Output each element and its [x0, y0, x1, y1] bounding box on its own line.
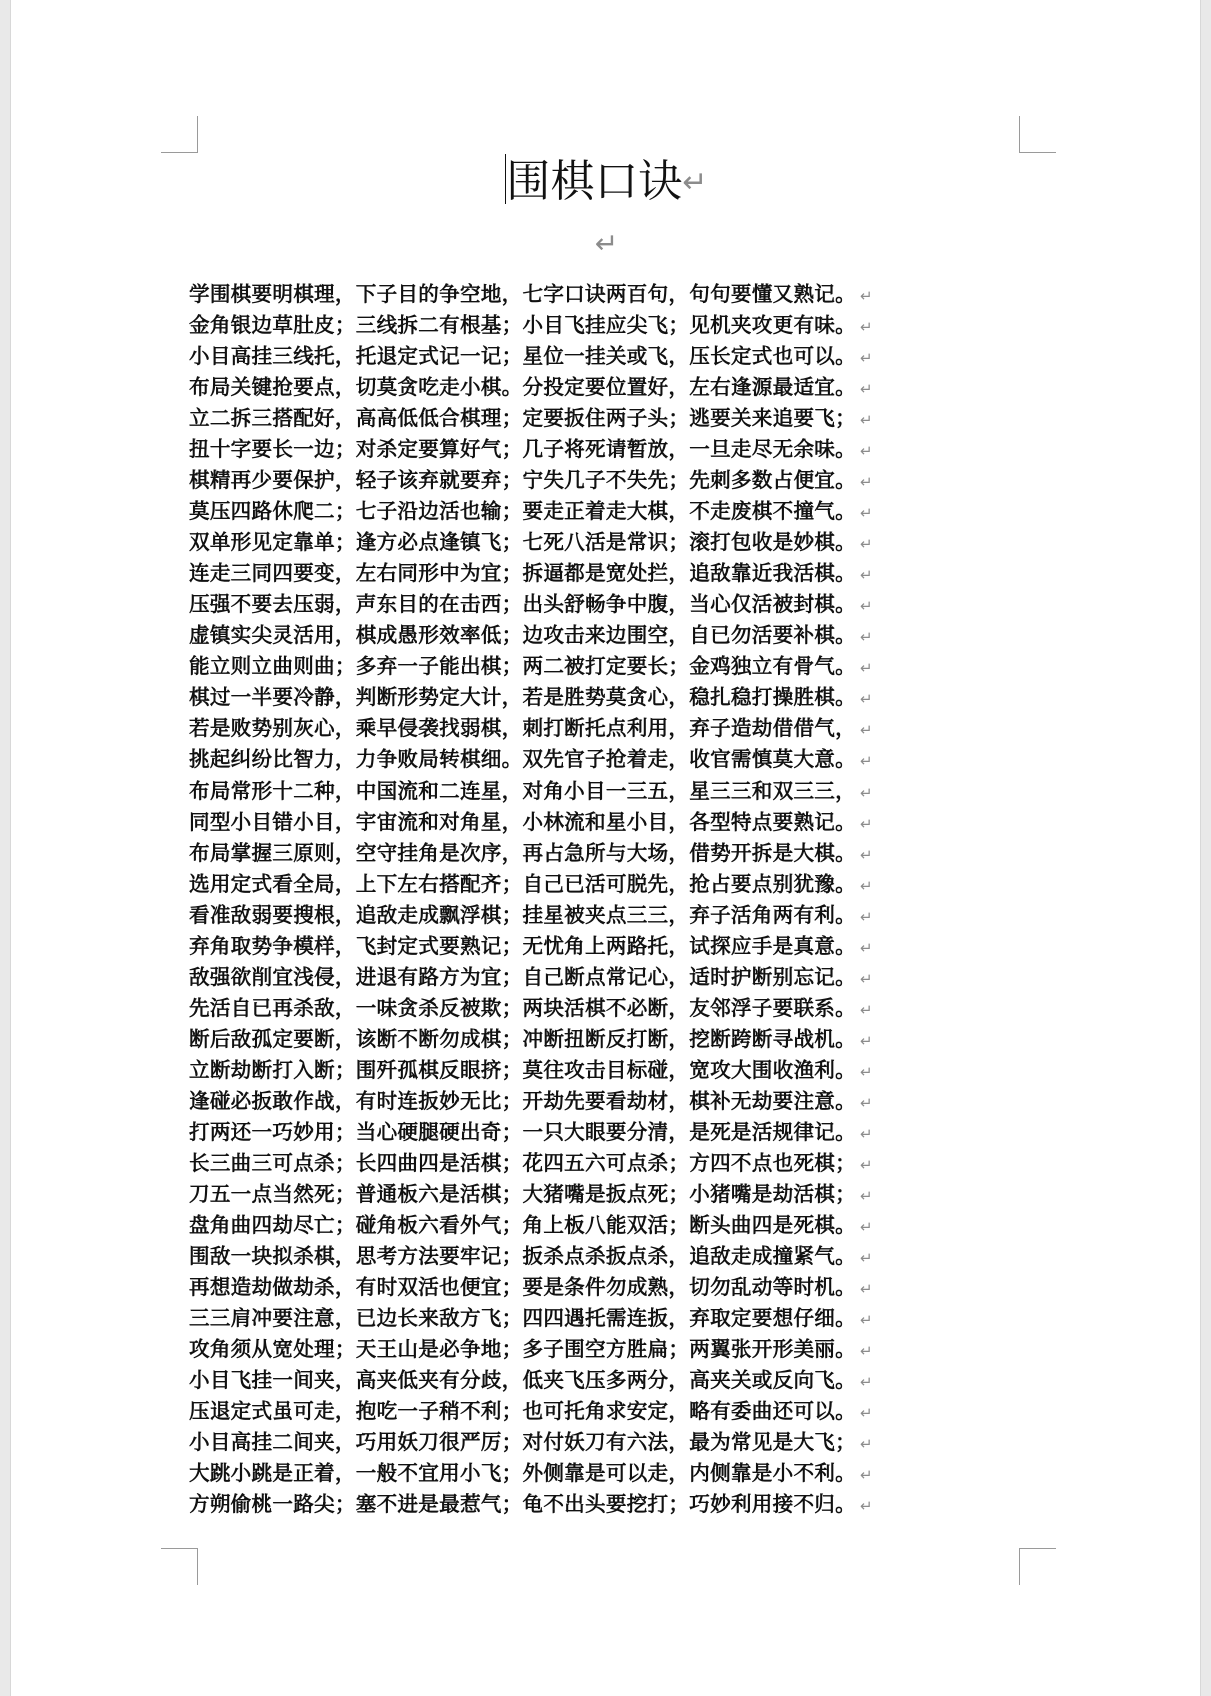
line-text: 布局常形十二种，中国流和二连星，对角小目一三五，星三三和双三三，	[189, 778, 856, 803]
text-line[interactable]	[189, 1365, 989, 1396]
paragraph-mark-icon: ↵	[860, 907, 873, 926]
paragraph-mark-icon: ↵	[860, 1280, 873, 1298]
line-text: 攻角须从宽处理；天王山是必争地；多子围空方胜扁；两翼张开形美丽。	[189, 1337, 856, 1362]
text-line[interactable]	[189, 1055, 989, 1086]
text-line[interactable]	[189, 403, 989, 434]
paragraph-mark-icon: ↵	[860, 1093, 873, 1112]
margin-corner-top-left	[161, 116, 198, 153]
line-text: 先活自已再杀敌，一味贪杀反被欺；两块活棋不必断，友邻浮子要联系。	[189, 995, 856, 1020]
text-line[interactable]	[189, 1427, 989, 1458]
line-text: 方朔偷桃一路尖；塞不进是最惹气；龟不出头要挖打；巧妙利用接不归。	[189, 1492, 856, 1517]
line-text: 布局掌握三原则，空守挂角是次序，再占急所与大场，借势开拆是大棋。	[189, 840, 856, 865]
line-text: 逢碰必扳敢作战，有时连扳妙无比；开劫先要看劫材，棋补无劫要注意。	[189, 1088, 856, 1113]
paragraph-mark-icon: ↵	[860, 1155, 873, 1174]
text-line[interactable]	[189, 900, 989, 931]
paragraph-mark-icon: ↵	[682, 165, 708, 200]
line-text: 莫压四路休爬二；七子沿边活也输；要走正着走大棋，不走废棋不撞气。	[189, 499, 856, 524]
paragraph-mark-icon: ↵	[860, 752, 873, 771]
paragraph-mark-icon: ↵	[860, 969, 873, 988]
line-text: 围敌一块拟杀棋，思考方法要牢记；扳杀点杀扳点杀，追敌走成撞紧气。	[189, 1243, 856, 1268]
text-line[interactable]	[189, 713, 989, 744]
paragraph-mark-icon: ↵	[860, 1186, 873, 1205]
text-line[interactable]	[189, 527, 989, 558]
text-line[interactable]	[189, 1086, 989, 1117]
paragraph-mark-icon: ↵	[860, 721, 873, 740]
text-line[interactable]	[189, 962, 989, 993]
text-line[interactable]	[189, 496, 989, 527]
line-text: 选用定式看全局，上下左右搭配齐；自己已活可脱先，抢占要点别犹豫。	[189, 871, 856, 896]
text-line[interactable]	[189, 372, 989, 403]
line-text: 小目高挂三线托，托退定式记一记；星位一挂关或飞，压长定式也可以。	[189, 344, 856, 369]
line-text: 盘角曲四劫尽亡；碰角板六看外气；角上板八能双活；断头曲四是死棋。	[189, 1212, 856, 1237]
line-text: 再想造劫做劫杀，有时双活也便宜；要是条件勿成熟，切勿乱动等时机。	[189, 1275, 856, 1299]
paragraph-mark-icon: ↵	[860, 504, 873, 523]
line-text: 同型小目错小目，宇宙流和对角星，小林流和星小目，各型特点要熟记。	[189, 809, 856, 834]
text-line[interactable]	[189, 807, 989, 838]
text-line[interactable]	[189, 465, 989, 496]
text-line[interactable]	[189, 620, 989, 651]
line-text: 连走三同四要变，左右同形中为宜；拆逼都是宽处拦，追敌靠近我活棋。	[189, 561, 856, 586]
paragraph-mark-icon: ↵	[860, 1248, 873, 1267]
paragraph-mark-icon: ↵	[860, 318, 873, 337]
line-text: 大跳小跳是正着，一般不宜用小飞；外侧靠是可以走，内侧靠是小不利。	[189, 1461, 856, 1486]
title-paragraph[interactable]	[11, 150, 1202, 215]
text-line[interactable]	[189, 1334, 989, 1365]
line-text: 布局关键抢要点，切莫贪吃走小棋。分投定要位置好，左右逢源最适宜。	[189, 375, 856, 400]
text-line[interactable]	[189, 434, 989, 465]
text-line[interactable]	[189, 651, 989, 682]
line-text: 学围棋要明棋理，下子目的争空地，七字口诀两百句，句句要懂又熟记。	[189, 282, 856, 306]
line-text: 断后敌孤定要断，该断不断勿成棋；冲断扭断反打断，挖断跨断寻战机。	[189, 1026, 856, 1051]
paragraph-mark-icon: ↵	[860, 473, 873, 492]
paragraph-mark-icon: ↵	[860, 1497, 873, 1516]
paragraph-mark-icon: ↵	[860, 1373, 873, 1392]
text-line[interactable]	[189, 1489, 989, 1520]
text-line[interactable]	[189, 310, 989, 341]
line-text: 敌强欲削宜浅侵，进退有路方为宜；自己断点常记心，适时护断别忘记。	[189, 964, 856, 989]
line-text: 棋过一半要冷静，判断形势定大计，若是胜势莫贪心，稳扎稳打操胜棋。	[189, 685, 856, 710]
text-line[interactable]	[189, 1303, 989, 1334]
body-text[interactable]	[189, 279, 989, 1520]
line-text: 金角银边草肚皮；三线拆二有根基；小目飞挂应尖飞；见机夹攻更有味。	[189, 313, 856, 338]
line-text: 压退定式虽可走，抱吃一子稍不利；也可托角求安定，略有委曲还可以。	[189, 1399, 856, 1424]
paragraph-mark-icon: ↵	[860, 1435, 873, 1454]
text-line[interactable]	[189, 776, 989, 807]
text-line[interactable]	[189, 869, 989, 900]
document-page[interactable]	[10, 0, 1201, 1696]
paragraph-mark-icon: ↵	[860, 690, 873, 709]
line-text: 若是败势别灰心，乘早侵袭找弱棋，刺打断托点利用，弃子造劫借借气，	[189, 716, 856, 741]
text-line[interactable]	[189, 931, 989, 962]
paragraph-mark-icon: ↵	[860, 349, 873, 368]
page-title: 围棋口诀	[506, 156, 683, 207]
paragraph-mark-icon: ↵	[860, 442, 873, 461]
line-text: 能立则立曲则曲；多弃一子能出棋；两二被打定要长；金鸡独立有骨气。	[189, 654, 856, 679]
paragraph-mark-icon: ↵	[860, 1342, 873, 1361]
text-line[interactable]	[189, 682, 989, 713]
line-text: 双单形见定靠单；逢方必点逢镇飞；七死八活是常识；滚打包收是妙棋。	[189, 530, 856, 555]
text-line[interactable]	[189, 838, 989, 869]
paragraph-mark-icon: ↵	[860, 814, 873, 833]
text-line[interactable]	[189, 341, 989, 372]
text-line[interactable]	[189, 558, 989, 589]
paragraph-mark-icon: ↵	[860, 1466, 873, 1485]
line-text: 三三肩冲要注意，已边长来敌方飞；四四遇托需连扳，弃取定要想仔细。	[189, 1306, 856, 1331]
paragraph-mark-icon: ↵	[860, 1062, 873, 1081]
paragraph-mark-icon: ↵	[860, 566, 873, 585]
text-line[interactable]	[189, 589, 989, 620]
paragraph-mark-icon: ↵	[860, 783, 873, 802]
margin-corner-top-right	[1019, 116, 1056, 153]
line-text: 小目飞挂一间夹，高夹低夹有分歧，低夹飞压多两分，高夹关或反向飞。	[189, 1368, 856, 1393]
paragraph-mark-icon: ↵	[860, 1404, 873, 1423]
line-text: 虚镇实尖灵活用，棋成愚形效率低；边攻击来边围空，自已勿活要补棋。	[189, 623, 856, 648]
text-line[interactable]	[189, 1272, 989, 1303]
text-line[interactable]	[189, 1396, 989, 1427]
line-text: 压强不要去压弱，声东目的在击西；出头舒畅争中腹，当心仅活被封棋。	[189, 592, 856, 617]
text-line[interactable]	[189, 744, 989, 775]
margin-corner-bottom-left	[161, 1548, 198, 1585]
text-line[interactable]	[189, 1210, 989, 1241]
paragraph-mark-icon: ↵	[860, 1031, 873, 1050]
paragraph-mark-icon: ↵	[860, 938, 873, 957]
empty-paragraph[interactable]	[11, 224, 1202, 265]
text-line[interactable]	[189, 1458, 989, 1489]
paragraph-mark-icon: ↵	[860, 628, 873, 647]
line-text: 扭十字要长一边；对杀定要算好气；几子将死请暂放，一旦走尽无余味。	[189, 437, 856, 462]
paragraph-mark-icon: ↵	[860, 1217, 873, 1236]
text-line[interactable]	[189, 1024, 989, 1055]
line-text: 立断劫断打入断；围歼孤棋反眼挤；莫往攻击目标碰，宽攻大围收渔利。	[189, 1057, 856, 1082]
paragraph-mark-icon: ↵	[860, 287, 873, 305]
paragraph-mark-icon: ↵	[860, 597, 873, 616]
paragraph-mark-icon: ↵	[860, 380, 873, 399]
line-text: 打两还一巧妙用；当心硬腿硬出奇；一只大眼要分清，是死是活规律记。	[189, 1119, 856, 1144]
line-text: 弃角取势争模样，飞封定式要熟记；无忧角上两路托，试探应手是真意。	[189, 933, 856, 958]
line-text: 看准敌弱要搜根，追敌走成飘浮棋；挂星被夹点三三，弃子活角两有利。	[189, 902, 856, 927]
paragraph-mark-icon: ↵	[594, 227, 619, 260]
line-text: 挑起纠纷比智力，力争败局转棋细。双先官子抢着走，收官需慎莫大意。	[189, 747, 856, 772]
text-line[interactable]	[189, 279, 989, 310]
text-line[interactable]	[189, 1241, 989, 1272]
line-text: 长三曲三可点杀；长四曲四是活棋；花四五六可点杀；方四不点也死棋；	[189, 1150, 856, 1175]
text-line[interactable]	[189, 1117, 989, 1148]
line-text: 小目高挂二间夹，巧用妖刀很严厉；对付妖刀有六法，最为常见是大飞；	[189, 1430, 856, 1455]
paragraph-mark-icon: ↵	[860, 659, 873, 678]
paragraph-mark-icon: ↵	[860, 1000, 873, 1019]
paragraph-mark-icon: ↵	[860, 535, 873, 554]
paragraph-mark-icon: ↵	[860, 1124, 873, 1143]
paragraph-mark-icon: ↵	[860, 1311, 873, 1330]
text-line[interactable]	[189, 1179, 989, 1210]
line-text: 棋精再少要保护，轻子该弃就要弃；宁失几子不失先；先刺多数占便宜。	[189, 468, 856, 493]
line-text: 刀五一点当然死；普通板六是活棋；大猪嘴是扳点死；小猪嘴是劫活棋；	[189, 1181, 856, 1206]
margin-corner-bottom-right	[1019, 1548, 1056, 1585]
paragraph-mark-icon: ↵	[860, 411, 873, 430]
paragraph-mark-icon: ↵	[860, 845, 873, 864]
paragraph-mark-icon: ↵	[860, 876, 873, 895]
line-text: 立二拆三搭配好，高高低低合棋理；定要扳住两子头；逃要关来追要飞；	[189, 406, 856, 431]
text-line[interactable]	[189, 1148, 989, 1179]
text-line[interactable]	[189, 993, 989, 1024]
